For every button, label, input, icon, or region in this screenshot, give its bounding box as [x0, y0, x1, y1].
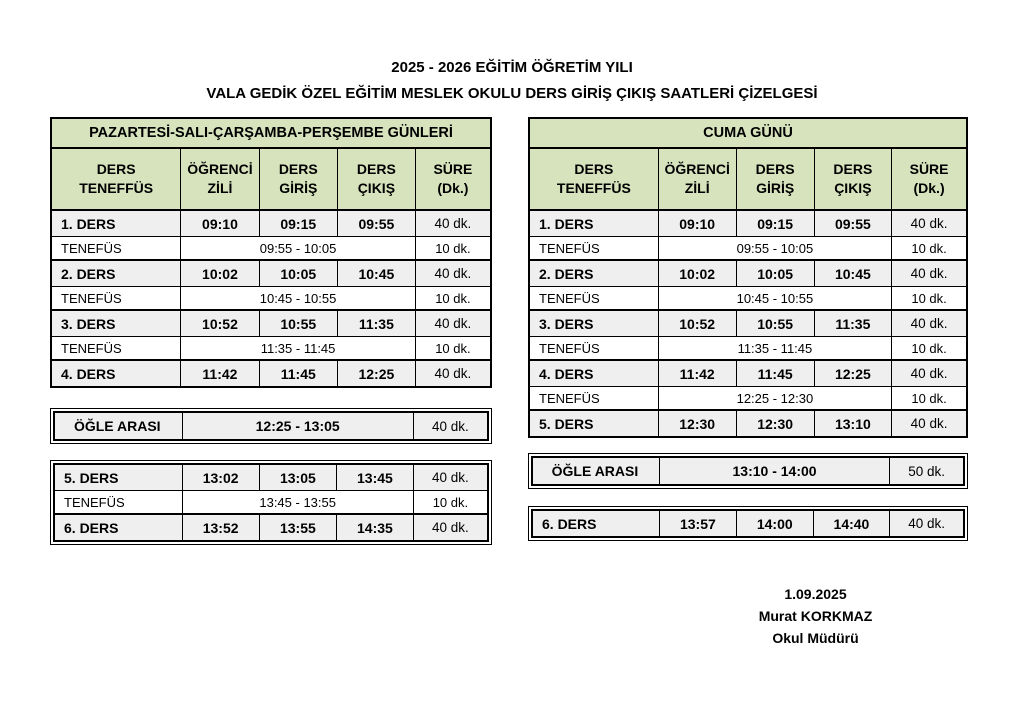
- duration-value: 40 dk.: [892, 360, 967, 387]
- column-header-2: DERS GİRİŞ: [736, 148, 814, 210]
- duration-value: 40 dk.: [415, 260, 491, 287]
- lesson-end-time: 10:45: [337, 260, 415, 287]
- lesson-label: 3. DERS: [529, 310, 658, 337]
- duration-value: 40 dk.: [413, 514, 488, 541]
- lesson-start-time: 11:45: [259, 360, 337, 387]
- column-header-0: DERS TENEFFÜS: [529, 148, 658, 210]
- duration-value: 10 dk.: [415, 337, 491, 361]
- lesson-start-time: 13:05: [259, 464, 336, 491]
- schedule-table-weekdays: [50, 117, 492, 388]
- lesson-label: 4. DERS: [51, 360, 181, 387]
- lesson-end-time: 12:25: [814, 360, 892, 387]
- lesson-end-time: 14:40: [813, 510, 889, 537]
- duration-value: 10 dk.: [892, 387, 967, 411]
- duration-value: 10 dk.: [892, 237, 967, 261]
- table-title-row: [529, 118, 967, 148]
- lesson-row: [51, 210, 491, 237]
- lesson-start-time: 10:05: [259, 260, 337, 287]
- break-time-range: 09:55 - 10:05: [658, 237, 891, 261]
- document-title-line1: 2025 - 2026 EĞİTİM ÖĞRETİM YILI: [391, 59, 633, 76]
- student-bell-time: 11:42: [658, 360, 736, 387]
- lunch-row: [54, 412, 488, 440]
- afternoon-table-friday: [528, 506, 968, 541]
- duration-value: 10 dk.: [413, 491, 488, 515]
- break-label: TENEFÜS: [54, 491, 182, 515]
- lesson-row: [529, 310, 967, 337]
- lesson-end-time: 12:25: [337, 360, 415, 387]
- lesson-end-time: 13:45: [337, 464, 414, 491]
- column-header-1: ÖĞRENCİ ZİLİ: [181, 148, 259, 210]
- student-bell-time: 13:52: [182, 514, 259, 541]
- signature-block: [698, 583, 933, 649]
- lunch-break-table-weekdays: [50, 408, 492, 444]
- break-row: [529, 287, 967, 311]
- lesson-end-time: 11:35: [814, 310, 892, 337]
- lesson-row: [529, 360, 967, 387]
- duration-value: 40 dk.: [415, 210, 491, 237]
- break-row: [54, 491, 488, 515]
- lesson-label: 3. DERS: [51, 310, 181, 337]
- lunch-time-range: 13:10 - 14:00: [659, 457, 889, 485]
- column-header-3: DERS ÇIKIŞ: [337, 148, 415, 210]
- document-title: [0, 55, 1024, 107]
- lesson-label: 5. DERS: [529, 410, 658, 437]
- lesson-start-time: 10:05: [736, 260, 814, 287]
- duration-value: 10 dk.: [892, 337, 967, 361]
- break-label: TENEFÜS: [51, 287, 181, 311]
- column-header-4: SÜRE (Dk.): [892, 148, 967, 210]
- duration-value: 40 dk.: [415, 360, 491, 387]
- duration-value: 10 dk.: [892, 287, 967, 311]
- table-title-row: [51, 118, 491, 148]
- break-row: [51, 337, 491, 361]
- duration-value: 50 dk.: [890, 457, 964, 485]
- table-title-friday: CUMA GÜNÜ: [529, 118, 967, 148]
- lesson-row: [54, 464, 488, 491]
- break-row: [529, 387, 967, 411]
- duration-value: 40 dk.: [890, 510, 964, 537]
- column-header-row: [51, 148, 491, 210]
- lesson-start-time: 12:30: [736, 410, 814, 437]
- duration-value: 40 dk.: [892, 310, 967, 337]
- duration-value: 40 dk.: [415, 310, 491, 337]
- break-time-range: 10:45 - 10:55: [658, 287, 891, 311]
- lesson-start-time: 10:55: [736, 310, 814, 337]
- break-row: [529, 237, 967, 261]
- duration-value: 40 dk.: [413, 412, 488, 440]
- lesson-end-time: 13:10: [814, 410, 892, 437]
- lesson-start-time: 14:00: [736, 510, 813, 537]
- friday-schedule-column: [528, 117, 968, 541]
- duration-value: 40 dk.: [892, 210, 967, 237]
- break-row: [51, 237, 491, 261]
- lesson-row: [51, 260, 491, 287]
- lesson-start-time: 10:55: [259, 310, 337, 337]
- lesson-end-time: 10:45: [814, 260, 892, 287]
- break-row: [51, 287, 491, 311]
- break-row: [529, 337, 967, 361]
- lesson-end-time: 09:55: [337, 210, 415, 237]
- lesson-label: 4. DERS: [529, 360, 658, 387]
- lesson-label: 1. DERS: [529, 210, 658, 237]
- lesson-end-time: 11:35: [337, 310, 415, 337]
- lesson-row: [51, 310, 491, 337]
- lesson-row: [529, 210, 967, 237]
- break-label: TENEFÜS: [529, 337, 658, 361]
- break-label: TENEFÜS: [51, 237, 181, 261]
- break-time-range: 12:25 - 12:30: [658, 387, 891, 411]
- duration-value: 10 dk.: [415, 237, 491, 261]
- lesson-label: 2. DERS: [529, 260, 658, 287]
- lesson-label: 2. DERS: [51, 260, 181, 287]
- lesson-end-time: 09:55: [814, 210, 892, 237]
- lesson-end-time: 14:35: [337, 514, 414, 541]
- document-title-line2: VALA GEDİK ÖZEL EĞİTİM MESLEK OKULU DERS GİRİŞ ÇIKIŞ SAATLERİ ÇİZELGESİ: [206, 85, 818, 102]
- lesson-start-time: 09:15: [259, 210, 337, 237]
- student-bell-time: 13:02: [182, 464, 259, 491]
- lunch-break-table-friday: [528, 453, 968, 489]
- duration-value: 40 dk.: [892, 410, 967, 437]
- signature-date: 1.09.2025: [784, 586, 847, 602]
- lesson-label: 1. DERS: [51, 210, 181, 237]
- student-bell-time: 12:30: [658, 410, 736, 437]
- lesson-row: [54, 514, 488, 541]
- signature-name: Murat KORKMAZ: [758, 608, 873, 624]
- student-bell-time: 10:52: [658, 310, 736, 337]
- lunch-time-range: 12:25 - 13:05: [182, 412, 413, 440]
- lesson-label: 6. DERS: [532, 510, 659, 537]
- table-title-weekdays: PAZARTESİ-SALI-ÇARŞAMBA-PERŞEMBE GÜNLERİ: [51, 118, 491, 148]
- column-header-3: DERS ÇIKIŞ: [814, 148, 892, 210]
- duration-value: 40 dk.: [892, 260, 967, 287]
- student-bell-time: 09:10: [181, 210, 259, 237]
- student-bell-time: 10:02: [658, 260, 736, 287]
- student-bell-time: 13:57: [659, 510, 736, 537]
- break-label: TENEFÜS: [51, 337, 181, 361]
- break-label: TENEFÜS: [529, 287, 658, 311]
- lesson-start-time: 09:15: [736, 210, 814, 237]
- column-header-0: DERS TENEFFÜS: [51, 148, 181, 210]
- lunch-label: ÖĞLE ARASI: [54, 412, 182, 440]
- lesson-row: [529, 410, 967, 437]
- lesson-label: 6. DERS: [54, 514, 182, 541]
- break-time-range: 13:45 - 13:55: [182, 491, 413, 515]
- break-time-range: 11:35 - 11:45: [181, 337, 416, 361]
- column-header-2: DERS GİRİŞ: [259, 148, 337, 210]
- student-bell-time: 09:10: [658, 210, 736, 237]
- column-header-row: [529, 148, 967, 210]
- column-header-4: SÜRE (Dk.): [415, 148, 491, 210]
- student-bell-time: 10:52: [181, 310, 259, 337]
- lunch-label: ÖĞLE ARASI: [532, 457, 659, 485]
- lesson-label: 5. DERS: [54, 464, 182, 491]
- lesson-row: [532, 510, 964, 537]
- schedule-table-friday: [528, 117, 968, 438]
- lunch-row: [532, 457, 964, 485]
- lesson-start-time: 13:55: [259, 514, 336, 541]
- afternoon-table-weekdays: [50, 460, 492, 545]
- break-time-range: 11:35 - 11:45: [658, 337, 891, 361]
- duration-value: 10 dk.: [415, 287, 491, 311]
- lesson-row: [51, 360, 491, 387]
- lesson-start-time: 11:45: [736, 360, 814, 387]
- break-time-range: 09:55 - 10:05: [181, 237, 416, 261]
- lesson-row: [529, 260, 967, 287]
- student-bell-time: 11:42: [181, 360, 259, 387]
- break-label: TENEFÜS: [529, 237, 658, 261]
- break-label: TENEFÜS: [529, 387, 658, 411]
- signature-role: Okul Müdürü: [772, 630, 859, 646]
- weekdays-schedule-column: [50, 117, 492, 545]
- student-bell-time: 10:02: [181, 260, 259, 287]
- break-time-range: 10:45 - 10:55: [181, 287, 416, 311]
- duration-value: 40 dk.: [413, 464, 488, 491]
- column-header-1: ÖĞRENCİ ZİLİ: [658, 148, 736, 210]
